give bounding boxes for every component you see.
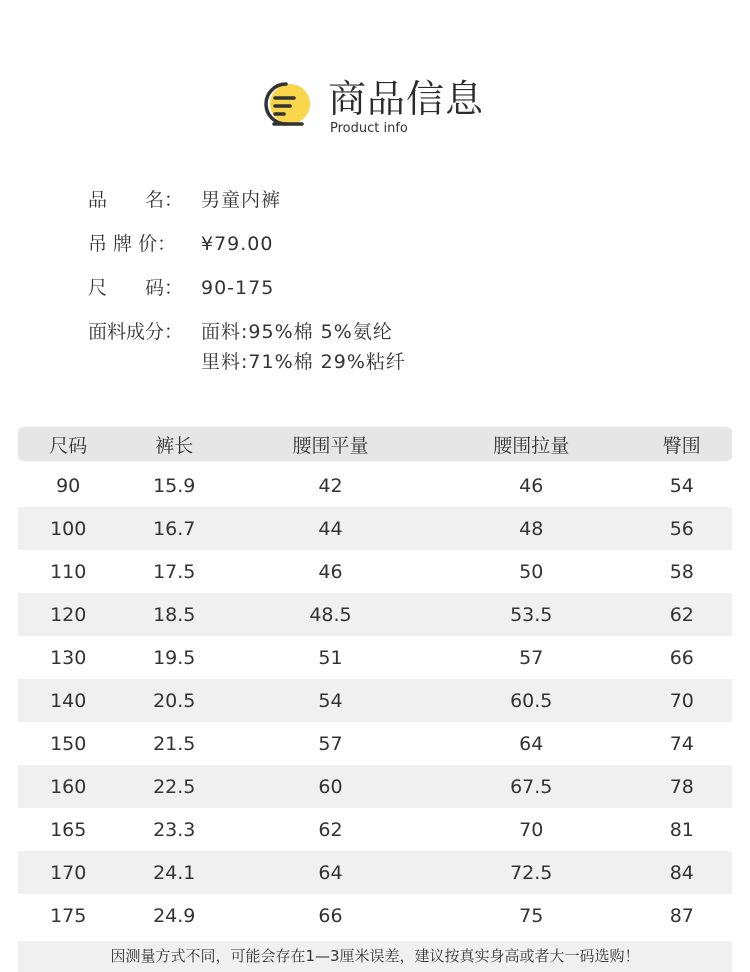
table-cell: 57: [519, 646, 544, 669]
table-cell: 60: [230, 765, 431, 808]
size-label: 尺 码：: [88, 277, 184, 299]
table-cell: 56: [632, 507, 732, 550]
document-lines-icon: [262, 80, 314, 130]
table-cell: 62: [318, 818, 343, 841]
table-cell: 130: [50, 646, 87, 669]
product-info-header: [262, 74, 522, 140]
table-cell: 120: [18, 593, 118, 636]
table-header-cell: 尺码: [18, 427, 118, 461]
material-label: 面料成分：: [88, 321, 184, 343]
table-cell: 64: [230, 851, 431, 894]
table-cell: 44: [230, 507, 431, 550]
price-label: 吊 牌 价：: [88, 233, 177, 255]
table-cell: 53.5: [431, 593, 632, 636]
table-cell: 81: [669, 818, 694, 841]
table-cell: 57: [318, 732, 343, 755]
name-value: 男童内裤: [201, 189, 282, 211]
measurement-note: 因测量方式不同，可能会存在1—3厘米误差，建议按真实身高或者大一码选购！: [18, 941, 732, 972]
table-cell: 160: [18, 765, 118, 808]
name-label: 品 名：: [88, 189, 184, 211]
table-cell: 18.5: [118, 593, 230, 636]
table-cell: 51: [318, 646, 343, 669]
material-line-1: 面料:95%棉 5%氨纶: [201, 321, 393, 343]
table-cell: 17.5: [153, 560, 196, 583]
table-cell: 42: [318, 475, 343, 497]
table-cell: 66: [318, 904, 343, 927]
table-cell: 74: [669, 732, 694, 755]
material-line-2: 里料:71%棉 29%粘纤: [201, 351, 406, 373]
table-cell: 20.5: [118, 679, 230, 722]
table-row: [18, 851, 732, 894]
table-row: [18, 461, 732, 507]
table-cell: 21.5: [153, 732, 196, 755]
table-cell: 24.1: [118, 851, 230, 894]
table-cell: 90: [56, 475, 81, 497]
table-cell: 78: [632, 765, 732, 808]
page-subtitle: Product info: [330, 121, 408, 136]
table-cell: 48.5: [230, 593, 431, 636]
table-cell: 67.5: [431, 765, 632, 808]
table-cell: 165: [50, 818, 87, 841]
table-cell: 66: [669, 646, 694, 669]
table-cell: 170: [18, 851, 118, 894]
table-cell: 54: [230, 679, 431, 722]
table-cell: 100: [18, 507, 118, 550]
size-chart-table: [18, 427, 732, 937]
table-cell: 46: [318, 560, 343, 583]
table-header-cell: 腰围平量: [230, 427, 431, 461]
table-row: [18, 507, 732, 550]
table-cell: 62: [632, 593, 732, 636]
table-row: [18, 894, 732, 937]
table-row: [18, 679, 732, 722]
table-cell: 48: [431, 507, 632, 550]
table-row: [18, 722, 732, 765]
table-cell: 24.9: [153, 904, 196, 927]
table-cell: 87: [669, 904, 694, 927]
table-cell: 140: [18, 679, 118, 722]
table-row: [18, 550, 732, 593]
table-cell: 19.5: [153, 646, 196, 669]
table-row: [18, 765, 732, 808]
table-cell: 46: [519, 475, 544, 497]
price-value: ¥79.00: [201, 233, 274, 255]
page-title: 商品信息: [328, 77, 485, 121]
table-header-cell: 臀围: [632, 427, 732, 461]
table-cell: 64: [519, 732, 544, 755]
table-row: [18, 636, 732, 679]
table-cell: 60.5: [431, 679, 632, 722]
table-cell: 50: [519, 560, 544, 583]
table-cell: 84: [632, 851, 732, 894]
size-value: 90-175: [201, 277, 275, 299]
table-header-row: [18, 427, 732, 461]
table-cell: 23.3: [153, 818, 196, 841]
table-cell: 70: [519, 818, 544, 841]
table-header-cell: 裤长: [118, 427, 230, 461]
table-cell: 75: [519, 904, 544, 927]
table-cell: 150: [50, 732, 87, 755]
table-cell: 16.7: [118, 507, 230, 550]
table-row: [18, 808, 732, 851]
table-row: [18, 593, 732, 636]
table-header-cell: 腰围拉量: [431, 427, 632, 461]
table-cell: 54: [669, 475, 694, 497]
table-cell: 15.9: [153, 475, 196, 497]
table-cell: 70: [632, 679, 732, 722]
table-cell: 175: [50, 904, 87, 927]
table-cell: 22.5: [118, 765, 230, 808]
table-cell: 58: [669, 560, 694, 583]
table-cell: 110: [50, 560, 87, 583]
table-cell: 72.5: [431, 851, 632, 894]
